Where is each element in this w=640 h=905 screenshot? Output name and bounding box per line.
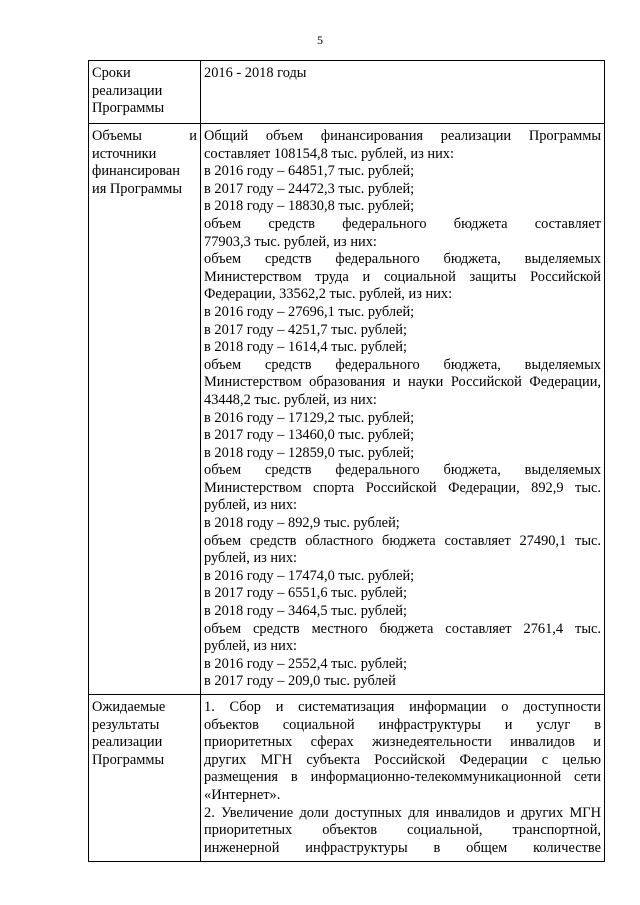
funding-line: в 2017 году – 6551,6 тыс. рублей; bbox=[204, 585, 407, 602]
results-line: других МГН субъекта Российской Федерации с целью bbox=[204, 751, 601, 768]
page-number: 5 bbox=[317, 33, 323, 47]
results-line: объектов социальной инфраструктуры и услуг в bbox=[204, 716, 601, 733]
terms-label: Сроки реализации Программы bbox=[89, 61, 201, 124]
results-line: «Интернет». bbox=[204, 786, 281, 803]
results-content bbox=[201, 695, 605, 862]
funding-line: в 2017 году – 13460,0 тыс. рублей; bbox=[204, 427, 415, 444]
funding-line: в 2018 году – 892,9 тыс. рублей; bbox=[204, 515, 400, 532]
funding-label bbox=[89, 124, 201, 695]
funding-line: рублей, из них: bbox=[204, 638, 298, 655]
results-label: Ожидаемые результаты реализации Программы bbox=[89, 695, 201, 862]
funding-line: в 2016 году – 17474,0 тыс. рублей; bbox=[204, 567, 415, 584]
program-passport-table bbox=[88, 60, 605, 862]
funding-label-line: ия Программы bbox=[92, 180, 183, 197]
funding-line: в 2017 году – 24472,3 тыс. рублей; bbox=[204, 180, 415, 197]
funding-label-line: Объемы и bbox=[92, 128, 197, 144]
funding-line: 43448,2 тыс. рублей, из них: bbox=[204, 391, 377, 408]
funding-line: объем средств федерального бюджета, выделяемых bbox=[204, 356, 601, 373]
funding-content bbox=[201, 124, 605, 695]
funding-line: Министерством образования и науки Российской Федерации, bbox=[204, 374, 601, 391]
funding-line: в 2016 году – 27696,1 тыс. рублей; bbox=[204, 303, 415, 320]
funding-line: в 2018 году – 1614,4 тыс. рублей; bbox=[204, 339, 407, 356]
funding-line: рублей, из них: bbox=[204, 550, 298, 567]
funding-line: Министерством труда и социальной защиты Российской bbox=[204, 268, 601, 285]
funding-line: в 2016 году – 2552,4 тыс. рублей; bbox=[204, 655, 407, 672]
funding-line: объем средств федерального бюджета, выделяемых bbox=[204, 251, 601, 268]
funding-line: составляет 108154,8 тыс. рублей, из них: bbox=[204, 145, 454, 162]
funding-line: 77903,3 тыс. рублей, из них: bbox=[204, 233, 377, 250]
funding-line: в 2016 году – 64851,7 тыс. рублей; bbox=[204, 163, 415, 180]
funding-line: объем средств федерального бюджета, выделяемых bbox=[204, 462, 601, 479]
results-line: приоритетных объектов социальной, транспортной, bbox=[204, 822, 601, 839]
funding-line: в 2017 году – 4251,7 тыс. рублей; bbox=[204, 321, 407, 338]
funding-label-line: финансирован bbox=[92, 163, 180, 180]
funding-line: объем средств местного бюджета составляет 2761,4 тыс. bbox=[204, 620, 601, 637]
funding-line: объем средств областного бюджета составляет 27490,1 тыс. bbox=[204, 532, 601, 549]
funding-line: объем средств федерального бюджета составляет bbox=[204, 215, 601, 232]
funding-line: в 2017 году – 209,0 тыс. рублей bbox=[204, 673, 396, 690]
funding-label-line: источники bbox=[92, 145, 157, 162]
results-line: приоритетных сферах жизнедеятельности инвалидов и bbox=[204, 734, 601, 751]
results-line: 1. Сбор и систематизация информации о доступности bbox=[204, 699, 601, 715]
funding-line: Общий объем финансирования реализации Программы bbox=[204, 128, 601, 144]
results-line: размещения в информационно-телекоммуникационной сети bbox=[204, 769, 601, 786]
table-row-terms bbox=[89, 61, 605, 124]
funding-line: Федерации, 33562,2 тыс. рублей, из них: bbox=[204, 286, 453, 303]
funding-line: в 2018 году – 12859,0 тыс. рублей; bbox=[204, 444, 415, 461]
results-line: инженерной инфраструктуры в общем количестве bbox=[204, 839, 601, 856]
funding-line: Министерством спорта Российской Федерации, 892,9 тыс. bbox=[204, 479, 601, 496]
funding-line: в 2018 году – 18830,8 тыс. рублей; bbox=[204, 198, 415, 215]
results-line: 2. Увеличение доли доступных для инвалидов и других МГН bbox=[204, 804, 601, 821]
funding-line: рублей, из них: bbox=[204, 497, 298, 514]
funding-line: в 2016 году – 17129,2 тыс. рублей; bbox=[204, 409, 415, 426]
table-row-results bbox=[89, 695, 605, 862]
table-row-funding bbox=[89, 124, 605, 695]
terms-value: 2016 - 2018 годы bbox=[201, 61, 605, 124]
funding-line: в 2018 году – 3464,5 тыс. рублей; bbox=[204, 603, 407, 620]
